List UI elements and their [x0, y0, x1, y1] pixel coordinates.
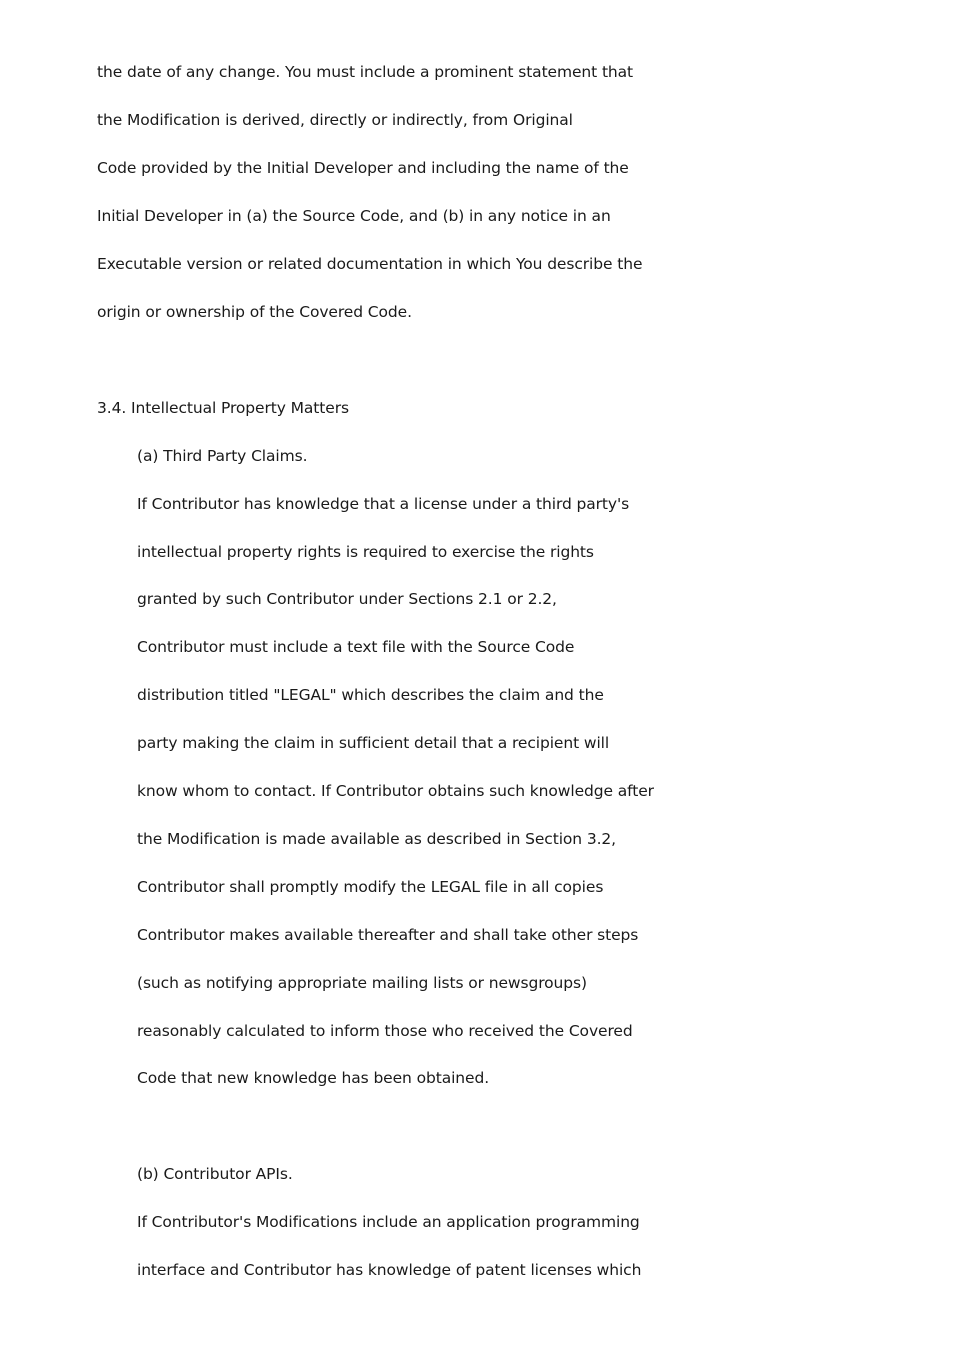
text-line: Contributor shall promptly modify the LEGAL file in all copies [137, 878, 604, 896]
text-line: intellectual property rights is required to exercise the rights [137, 543, 594, 561]
text-line: origin or ownership of the Covered Code. [97, 303, 412, 321]
text-line: granted by such Contributor under Sections 2.1 or 2.2, [137, 590, 557, 608]
text-line: Executable version or related documentation in which You describe the [97, 255, 643, 273]
text-line: Code provided by the Initial Developer and including the name of the [97, 159, 629, 177]
text-line: Code that new knowledge has been obtained. [137, 1069, 490, 1087]
text-line: distribution titled "LEGAL" which describes the claim and the [137, 686, 604, 704]
text-line: If Contributor has knowledge that a license under a third party's [137, 495, 630, 513]
section-heading: 3.4. Intellectual Property Matters [97, 399, 349, 417]
text-line: the date of any change. You must include a prominent statement that [97, 63, 634, 81]
subsection-heading: (b) Contributor APIs. [137, 1165, 293, 1183]
subsection-heading: (a) Third Party Claims. [137, 447, 308, 465]
text-line: the Modification is made available as described in Section 3.2, [137, 830, 617, 848]
text-line: (such as notifying appropriate mailing lists or newsgroups) [137, 974, 587, 992]
text-line: interface and Contributor has knowledge of patent licenses which [137, 1261, 642, 1279]
text-line: Contributor makes available thereafter and shall take other steps [137, 926, 639, 944]
text-line: party making the claim in sufficient detail that a recipient will [137, 734, 610, 752]
text-line: Initial Developer in (a) the Source Code, and (b) in any notice in an [97, 207, 611, 225]
text-line: the Modification is derived, directly or indirectly, from Original [97, 111, 573, 129]
text-line: reasonably calculated to inform those who received the Covered [137, 1022, 633, 1040]
text-line: know whom to contact. If Contributor obtains such knowledge after [137, 782, 654, 800]
text-line: Contributor must include a text file with the Source Code [137, 638, 575, 656]
text-line: If Contributor's Modifications include an application programming [137, 1213, 640, 1231]
